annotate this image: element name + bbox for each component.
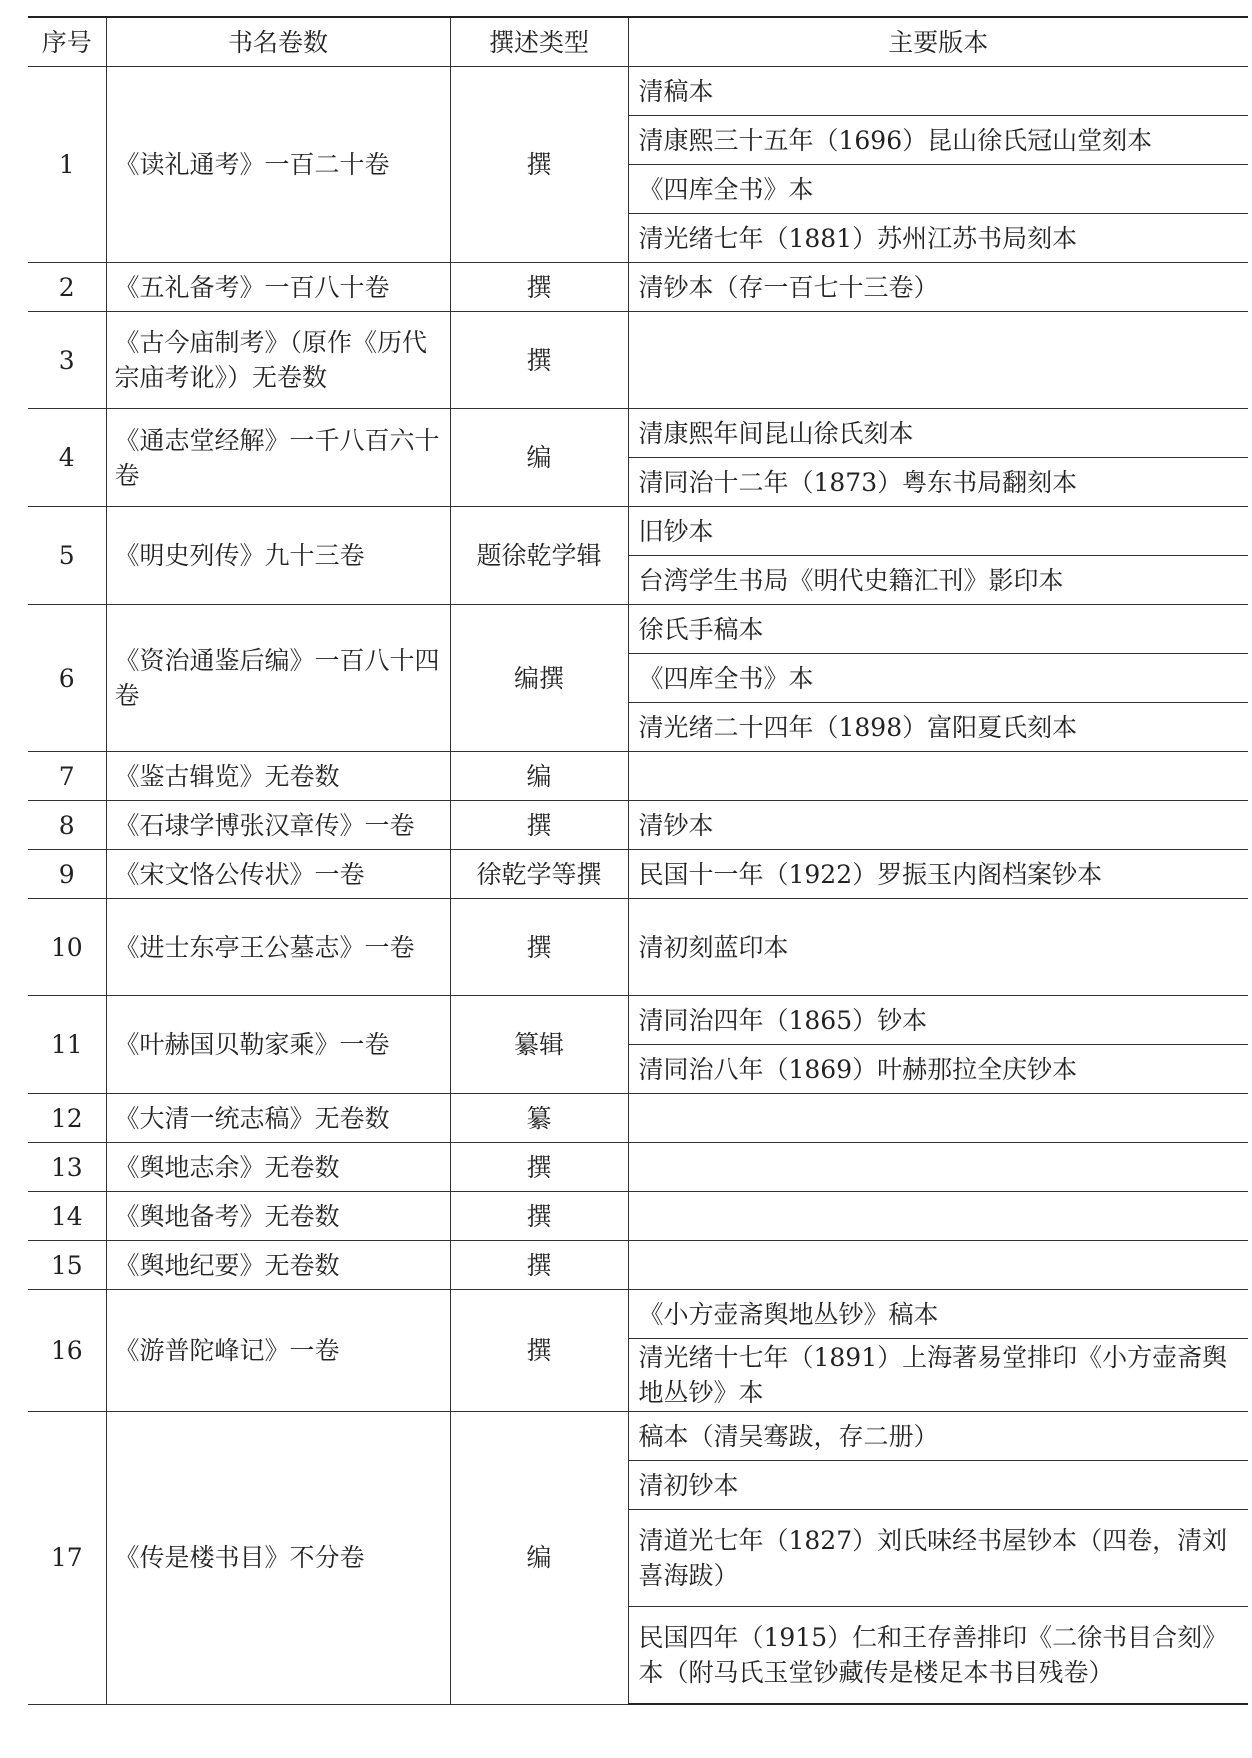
table-row [28, 899, 1248, 996]
row-title: 《舆地纪要》无卷数 [106, 1241, 450, 1290]
row-num: 10 [28, 899, 106, 996]
row-edition: 《四库全书》本 [628, 654, 1248, 703]
row-title: 《读礼通考》一百二十卷 [106, 67, 450, 263]
row-edition: 清康熙年间昆山徐氏刻本 [628, 409, 1248, 458]
header-row [28, 17, 1248, 67]
header-title: 书名卷数 [106, 17, 450, 67]
row-title: 《舆地备考》无卷数 [106, 1192, 450, 1241]
row-type: 撰 [450, 1143, 628, 1192]
table-row [28, 1094, 1248, 1143]
row-num: 15 [28, 1241, 106, 1290]
row-edition: 民国十一年（1922）罗振玉内阁档案钞本 [628, 850, 1248, 899]
row-type: 撰 [450, 67, 628, 263]
row-title: 《叶赫国贝勒家乘》一卷 [106, 996, 450, 1094]
row-title: 《石埭学博张汉章传》一卷 [106, 801, 450, 850]
row-type: 编撰 [450, 605, 628, 752]
row-edition: 清初钞本 [628, 1461, 1248, 1510]
row-title: 《传是楼书目》不分卷 [106, 1412, 450, 1705]
row-title: 《游普陀峰记》一卷 [106, 1290, 450, 1412]
row-num: 16 [28, 1290, 106, 1412]
row-edition: 清康熙三十五年（1696）昆山徐氏冠山堂刻本 [628, 116, 1248, 165]
row-type: 撰 [450, 1290, 628, 1412]
row-type: 撰 [450, 1192, 628, 1241]
row-num: 5 [28, 507, 106, 605]
header-type: 撰述类型 [450, 17, 628, 67]
book-catalog-table [28, 16, 1248, 1705]
header-editions: 主要版本 [628, 17, 1248, 67]
row-num: 12 [28, 1094, 106, 1143]
table-row [28, 1192, 1248, 1241]
row-type: 撰 [450, 899, 628, 996]
catalog-page [28, 16, 1248, 1705]
table-row [28, 850, 1248, 899]
row-edition [628, 752, 1248, 801]
row-title: 《鉴古辑览》无卷数 [106, 752, 450, 801]
row-edition: 《小方壶斋舆地丛钞》稿本 [628, 1290, 1248, 1339]
row-edition: 《四库全书》本 [628, 165, 1248, 214]
table-row [28, 263, 1248, 312]
row-num: 1 [28, 67, 106, 263]
row-edition: 清道光七年（1827）刘氏味经书屋钞本（四卷，清刘喜海跋） [628, 1510, 1248, 1607]
row-num: 4 [28, 409, 106, 507]
table-row [28, 996, 1248, 1045]
row-edition [628, 312, 1248, 409]
row-num: 2 [28, 263, 106, 312]
row-title: 《五礼备考》一百八十卷 [106, 263, 450, 312]
row-edition: 稿本（清吴骞跋，存二册） [628, 1412, 1248, 1461]
row-edition [628, 1241, 1248, 1290]
row-title: 《进士东亭王公墓志》一卷 [106, 899, 450, 996]
row-num: 3 [28, 312, 106, 409]
table-row [28, 605, 1248, 654]
row-type: 撰 [450, 801, 628, 850]
row-type: 撰 [450, 1241, 628, 1290]
row-num: 9 [28, 850, 106, 899]
row-type: 编 [450, 409, 628, 507]
row-edition: 台湾学生书局《明代史籍汇刊》影印本 [628, 556, 1248, 605]
row-title: 《大清一统志稿》无卷数 [106, 1094, 450, 1143]
row-edition: 民国四年（1915）仁和王存善排印《二徐书目合刻》本（附马氏玉堂钞藏传是楼足本书目残卷） [628, 1607, 1248, 1705]
row-num: 11 [28, 996, 106, 1094]
row-num: 6 [28, 605, 106, 752]
row-num: 8 [28, 801, 106, 850]
row-edition: 清钞本 [628, 801, 1248, 850]
table-row [28, 67, 1248, 116]
table-row [28, 1143, 1248, 1192]
row-edition: 旧钞本 [628, 507, 1248, 556]
row-edition [628, 1192, 1248, 1241]
row-type: 题徐乾学辑 [450, 507, 628, 605]
header-num: 序号 [28, 17, 106, 67]
row-edition: 清同治四年（1865）钞本 [628, 996, 1248, 1045]
row-edition [628, 1143, 1248, 1192]
row-edition: 清钞本（存一百七十三卷） [628, 263, 1248, 312]
table-row [28, 1412, 1248, 1461]
row-edition: 徐氏手稿本 [628, 605, 1248, 654]
row-title: 《宋文恪公传状》一卷 [106, 850, 450, 899]
row-edition: 清稿本 [628, 67, 1248, 116]
row-type: 编 [450, 752, 628, 801]
table-row [28, 1290, 1248, 1339]
row-title: 《古今庙制考》（原作《历代宗庙考讹》）无卷数 [106, 312, 450, 409]
row-type: 编 [450, 1412, 628, 1705]
row-type: 撰 [450, 312, 628, 409]
table-row [28, 409, 1248, 458]
row-type: 纂 [450, 1094, 628, 1143]
row-num: 14 [28, 1192, 106, 1241]
row-title: 《舆地志余》无卷数 [106, 1143, 450, 1192]
row-edition: 清同治八年（1869）叶赫那拉全庆钞本 [628, 1045, 1248, 1094]
table-row [28, 312, 1248, 409]
table-row [28, 1241, 1248, 1290]
row-edition: 清光绪十七年（1891）上海著易堂排印《小方壶斋舆地丛钞》本 [628, 1339, 1248, 1412]
row-title: 《通志堂经解》一千八百六十卷 [106, 409, 450, 507]
row-type: 徐乾学等撰 [450, 850, 628, 899]
table-row [28, 752, 1248, 801]
row-edition [628, 1094, 1248, 1143]
row-type: 撰 [450, 263, 628, 312]
row-edition: 清光绪二十四年（1898）富阳夏氏刻本 [628, 703, 1248, 752]
row-num: 7 [28, 752, 106, 801]
row-type: 纂辑 [450, 996, 628, 1094]
row-title: 《资治通鉴后编》一百八十四卷 [106, 605, 450, 752]
row-title: 《明史列传》九十三卷 [106, 507, 450, 605]
row-edition: 清同治十二年（1873）粤东书局翻刻本 [628, 458, 1248, 507]
table-row [28, 801, 1248, 850]
row-edition: 清初刻蓝印本 [628, 899, 1248, 996]
row-num: 13 [28, 1143, 106, 1192]
row-num: 17 [28, 1412, 106, 1705]
row-edition: 清光绪七年（1881）苏州江苏书局刻本 [628, 214, 1248, 263]
table-row [28, 507, 1248, 556]
